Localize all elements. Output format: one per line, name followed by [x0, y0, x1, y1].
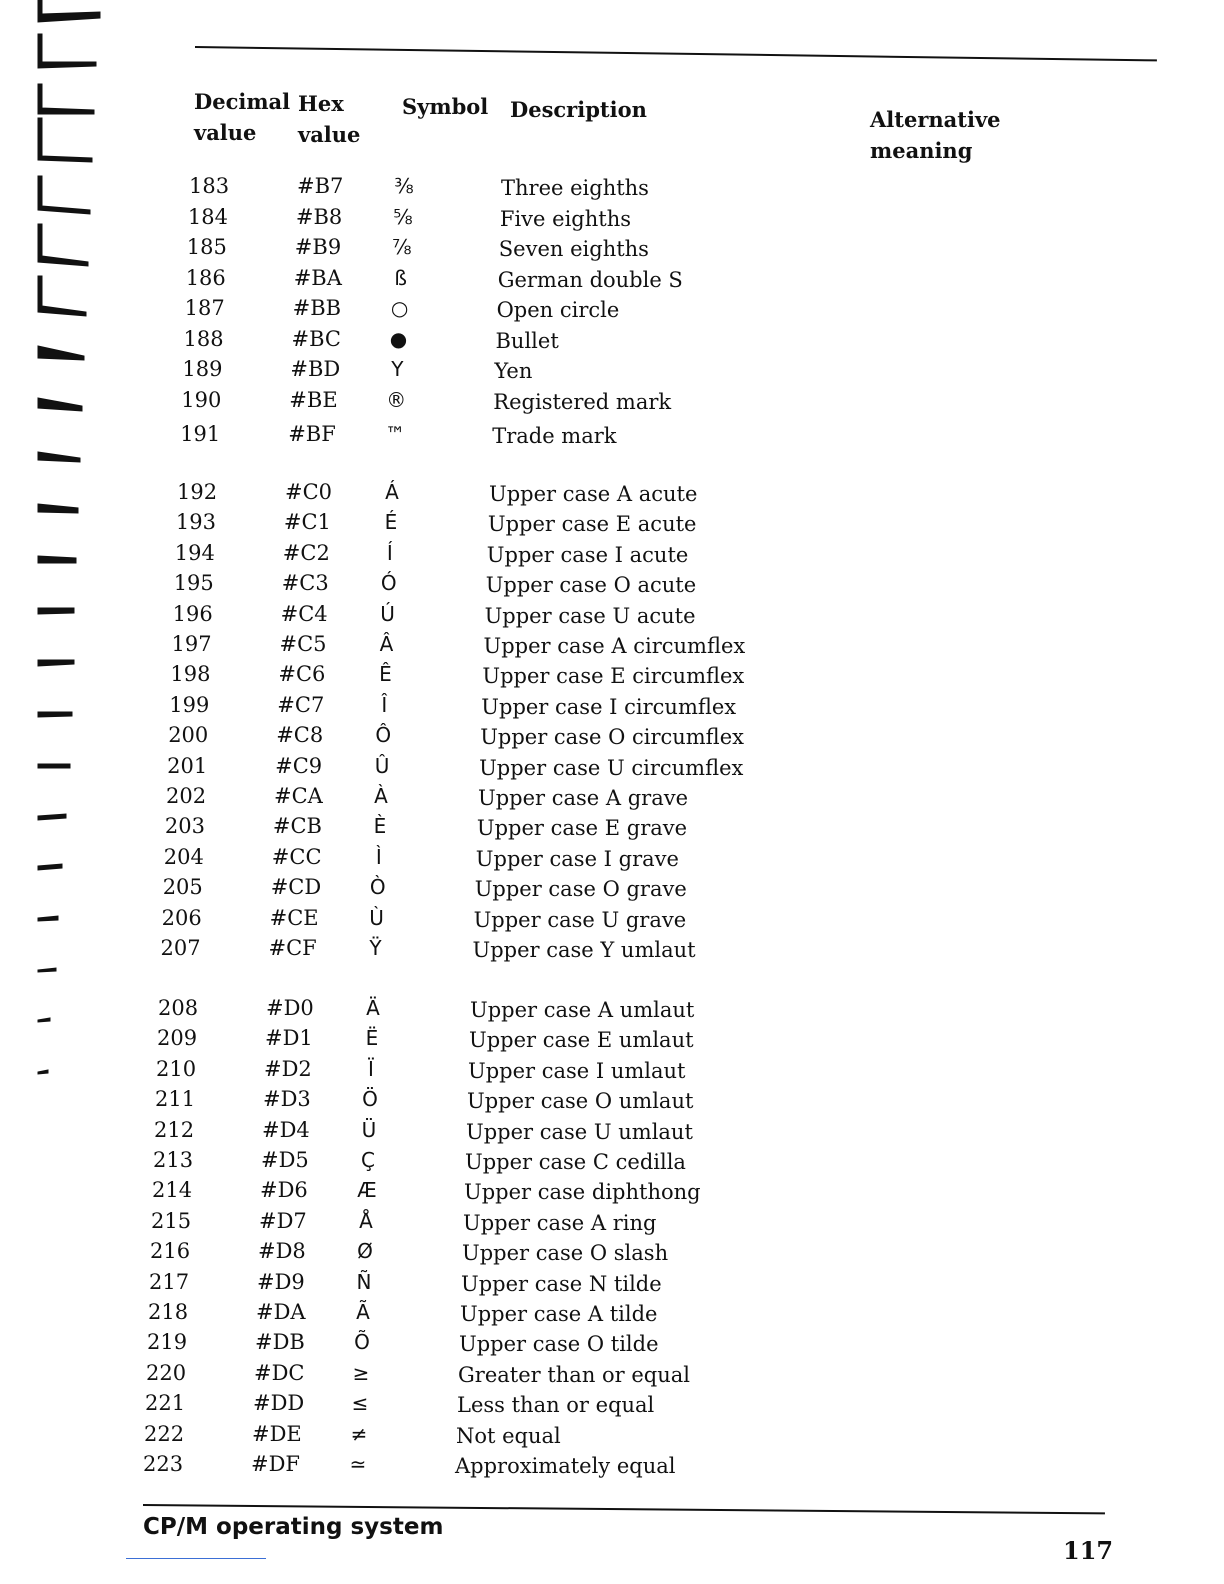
- description: Upper case I circumflex: [481, 694, 737, 719]
- description: Less than or equal: [457, 1393, 655, 1418]
- symbol: Ø: [357, 1239, 373, 1264]
- symbol: Ë: [365, 1026, 379, 1051]
- description: Upper case diphthong: [464, 1180, 701, 1205]
- symbol: Ã: [356, 1300, 370, 1324]
- hex-value: #C4: [280, 601, 328, 626]
- hex-value: #D4: [262, 1117, 310, 1142]
- decimal-value: 194: [174, 540, 215, 565]
- decimal-value: 193: [175, 510, 216, 535]
- column-header-hex: Hex value: [298, 91, 361, 147]
- page-number: 117: [1063, 1536, 1114, 1565]
- decimal-value: 205: [162, 875, 203, 900]
- hex-value: #CB: [272, 814, 322, 839]
- symbol: Å: [359, 1208, 373, 1233]
- edge-mark: [38, 916, 58, 921]
- symbol: Ÿ: [369, 936, 382, 960]
- decimal-value: 196: [172, 601, 213, 626]
- description: Approximately equal: [455, 1454, 676, 1478]
- hex-value: #BB: [292, 296, 342, 320]
- decimal-value: 207: [160, 936, 201, 960]
- decimal-value: 202: [166, 784, 207, 808]
- symbol: ≤: [351, 1391, 369, 1416]
- decimal-value: 188: [183, 326, 224, 351]
- description: Upper case E grave: [476, 816, 688, 841]
- symbol: ß: [394, 265, 407, 290]
- edge-mark: [38, 660, 74, 666]
- hex-value: #CD: [270, 875, 322, 900]
- description: Bullet: [495, 328, 559, 353]
- hex-value: #C8: [276, 723, 324, 748]
- description: Upper case A ring: [463, 1210, 657, 1235]
- decimal-value: 203: [164, 814, 205, 839]
- hex-value: #C0: [285, 480, 333, 504]
- hex-value: #B9: [294, 235, 342, 259]
- hex-value: #CE: [269, 905, 319, 930]
- decimal-value: 210: [156, 1056, 197, 1081]
- hex-value: #CA: [274, 784, 323, 808]
- description: Upper case A circumflex: [483, 634, 746, 658]
- description: Greater than or equal: [458, 1362, 691, 1387]
- decimal-value: 217: [149, 1269, 190, 1294]
- edge-mark: [38, 34, 96, 68]
- decimal-value: 184: [187, 204, 228, 229]
- description: Upper case O circumflex: [480, 725, 744, 750]
- symbol: Â: [379, 632, 394, 656]
- symbol: ⅜: [394, 174, 414, 198]
- decimal-value: 195: [173, 571, 214, 596]
- decimal-value: 222: [144, 1421, 185, 1446]
- edge-mark: [38, 504, 78, 513]
- hex-value: #D9: [257, 1269, 305, 1294]
- edge-mark: [38, 864, 62, 870]
- description: Upper case O tilde: [459, 1332, 659, 1357]
- decimal-value: 216: [150, 1239, 191, 1264]
- description: Upper case E circumflex: [482, 664, 745, 689]
- hex-value: #DF: [251, 1452, 301, 1476]
- hex-value: #BD: [290, 357, 341, 381]
- footer-title: CP/M operating system: [143, 1514, 444, 1540]
- decimal-value: 192: [177, 480, 218, 504]
- symbol: Û: [374, 753, 390, 778]
- symbol: Ä: [366, 996, 380, 1020]
- description: Registered mark: [493, 389, 672, 414]
- decimal-value: 204: [163, 844, 204, 869]
- symbol: Ñ: [356, 1269, 372, 1294]
- symbol: Ü: [361, 1117, 377, 1142]
- description: Upper case O slash: [462, 1241, 669, 1266]
- edge-mark: [38, 556, 76, 563]
- hex-value: #C9: [275, 753, 323, 778]
- symbol: È: [373, 814, 387, 839]
- description: Upper case O umlaut: [467, 1089, 694, 1114]
- description: Upper case A acute: [489, 482, 698, 506]
- symbol: ⅝: [393, 204, 413, 229]
- hex-value: #DA: [256, 1300, 306, 1324]
- decimal-value: 198: [170, 662, 211, 687]
- decimal-value: 214: [152, 1178, 193, 1203]
- hex-value: #DB: [255, 1330, 305, 1355]
- hex-value: #D8: [258, 1239, 306, 1264]
- column-header-decimal: Decimal value: [194, 89, 291, 145]
- hex-value: #C5: [279, 632, 327, 656]
- edge-mark: [38, 84, 94, 114]
- symbol: Ê: [379, 662, 392, 687]
- symbol: ≥: [352, 1360, 370, 1385]
- top-rule: [195, 46, 1157, 61]
- decimal-value: 186: [185, 265, 226, 290]
- symbol: Ï: [368, 1056, 374, 1081]
- hex-value: #D5: [261, 1148, 309, 1172]
- hex-value: #B8: [295, 204, 343, 229]
- decimal-value: 201: [167, 753, 208, 778]
- decimal-value: 199: [169, 692, 210, 717]
- hex-value: #DC: [254, 1360, 305, 1385]
- symbol: ●: [389, 326, 408, 351]
- description: Upper case U grave: [473, 907, 687, 932]
- hex-value: #D3: [263, 1087, 311, 1112]
- hex-value: #BA: [293, 265, 342, 290]
- description: Upper case A grave: [478, 786, 689, 810]
- symbol: ≃: [349, 1452, 367, 1476]
- edge-mark: [38, 398, 82, 411]
- symbol: Æ: [357, 1178, 377, 1203]
- hex-value: #C3: [281, 571, 329, 596]
- edge-mark: [38, 346, 84, 360]
- symbol: ®: [386, 387, 407, 412]
- description: Upper case E acute: [487, 512, 697, 537]
- edge-mark: [38, 814, 66, 820]
- hex-value: #BC: [291, 326, 341, 351]
- symbol: É: [384, 510, 398, 535]
- hex-value: #CF: [268, 936, 317, 960]
- decimal-value: 220: [146, 1360, 187, 1385]
- symbol: Ç: [361, 1148, 375, 1172]
- decimal-value: 191: [180, 422, 221, 446]
- description: Trade mark: [492, 424, 617, 448]
- column-header-alternative: Alternative meaning: [870, 107, 1001, 163]
- hex-value: #DE: [252, 1421, 302, 1446]
- hex-value: #D2: [264, 1056, 312, 1081]
- decimal-value: 218: [148, 1300, 189, 1324]
- edge-mark: [38, 0, 100, 22]
- description: Upper case O grave: [474, 877, 687, 902]
- edge-mark: [38, 712, 72, 717]
- symbol: Ì: [375, 844, 382, 869]
- symbol: Y: [391, 357, 404, 381]
- decimal-value: 211: [155, 1087, 196, 1112]
- edge-mark: [38, 224, 88, 266]
- hex-value: #C7: [277, 692, 325, 717]
- description: Open circle: [496, 298, 620, 322]
- description: Upper case A tilde: [460, 1302, 658, 1326]
- symbol: À: [374, 784, 388, 808]
- column-header-symbol: Symbol: [402, 94, 489, 119]
- edge-mark: [38, 968, 56, 972]
- decimal-value: 219: [147, 1330, 188, 1355]
- decimal-value: 206: [161, 905, 202, 930]
- decimal-value: 212: [154, 1117, 195, 1142]
- page-edge-marks: [0, 0, 110, 1584]
- symbol: Ó: [380, 571, 397, 596]
- hex-value: #D6: [260, 1178, 308, 1203]
- description: Upper case E umlaut: [469, 1028, 694, 1053]
- hex-value: #CC: [271, 844, 322, 869]
- description: Upper case C cedilla: [465, 1150, 686, 1174]
- decimal-value: 209: [157, 1026, 198, 1051]
- hex-value: #DD: [253, 1391, 305, 1416]
- symbol: Ù: [369, 905, 384, 930]
- description: German double S: [497, 267, 683, 292]
- decimal-value: 223: [143, 1452, 184, 1476]
- hex-value: #BF: [288, 422, 336, 446]
- symbol: Ú: [380, 601, 395, 626]
- decimal-value: 185: [186, 235, 227, 259]
- description: Upper case U circumflex: [479, 755, 744, 780]
- description: Upper case U umlaut: [466, 1119, 693, 1144]
- description: Upper case I umlaut: [468, 1058, 686, 1083]
- symbol: Ö: [362, 1087, 378, 1112]
- description: Upper case U acute: [484, 603, 696, 628]
- edge-mark: [38, 1018, 50, 1022]
- hex-value: #C2: [282, 540, 330, 565]
- description: Three eighths: [501, 176, 649, 200]
- decimal-value: 197: [171, 632, 212, 656]
- hex-value: #C6: [278, 662, 326, 687]
- decimal-value: 189: [182, 357, 223, 381]
- description: Upper case A umlaut: [470, 998, 695, 1022]
- edge-mark: [38, 276, 86, 316]
- decimal-value: 208: [158, 996, 199, 1020]
- description: Five eighths: [499, 206, 631, 231]
- symbol: ≠: [350, 1421, 368, 1446]
- edge-mark: [38, 608, 74, 614]
- symbol: Ô: [375, 723, 392, 748]
- decimal-value: 190: [181, 387, 222, 412]
- description: Upper case N tilde: [461, 1271, 662, 1296]
- hex-value: #C1: [283, 510, 331, 535]
- edge-mark: [38, 176, 90, 214]
- decimal-value: 215: [151, 1208, 192, 1233]
- scan-artifact-line: [126, 1558, 266, 1559]
- decimal-value: 200: [168, 723, 209, 748]
- edge-mark: [38, 452, 80, 462]
- description: Yen: [494, 359, 533, 383]
- decimal-value: 183: [189, 174, 230, 198]
- symbol: ™: [385, 422, 406, 446]
- symbol: Á: [385, 480, 399, 504]
- description: Upper case O acute: [485, 573, 697, 598]
- description: Seven eighths: [498, 237, 649, 261]
- description: Upper case Y umlaut: [472, 938, 696, 962]
- description: Not equal: [456, 1423, 561, 1448]
- description: Upper case I acute: [486, 542, 689, 567]
- edge-mark: [38, 118, 92, 162]
- symbol: Í: [386, 540, 393, 565]
- hex-value: #D7: [259, 1208, 307, 1233]
- symbol: Ò: [369, 875, 386, 900]
- description: Upper case I grave: [475, 846, 679, 871]
- hex-value: #B7: [297, 174, 344, 198]
- symbol: ○: [390, 296, 409, 320]
- decimal-value: 187: [184, 296, 225, 320]
- edge-mark: [38, 764, 70, 768]
- hex-value: #D1: [265, 1026, 313, 1051]
- symbol: Õ: [354, 1330, 370, 1355]
- edge-mark: [38, 1070, 48, 1074]
- decimal-value: 221: [145, 1391, 186, 1416]
- hex-value: #BE: [289, 387, 338, 412]
- bottom-rule: [143, 1504, 1105, 1514]
- symbol: ⅞: [392, 235, 412, 259]
- decimal-value: 213: [153, 1148, 194, 1172]
- symbol: Î: [381, 692, 388, 717]
- hex-value: #D0: [266, 996, 314, 1020]
- column-header-description: Description: [510, 97, 647, 122]
